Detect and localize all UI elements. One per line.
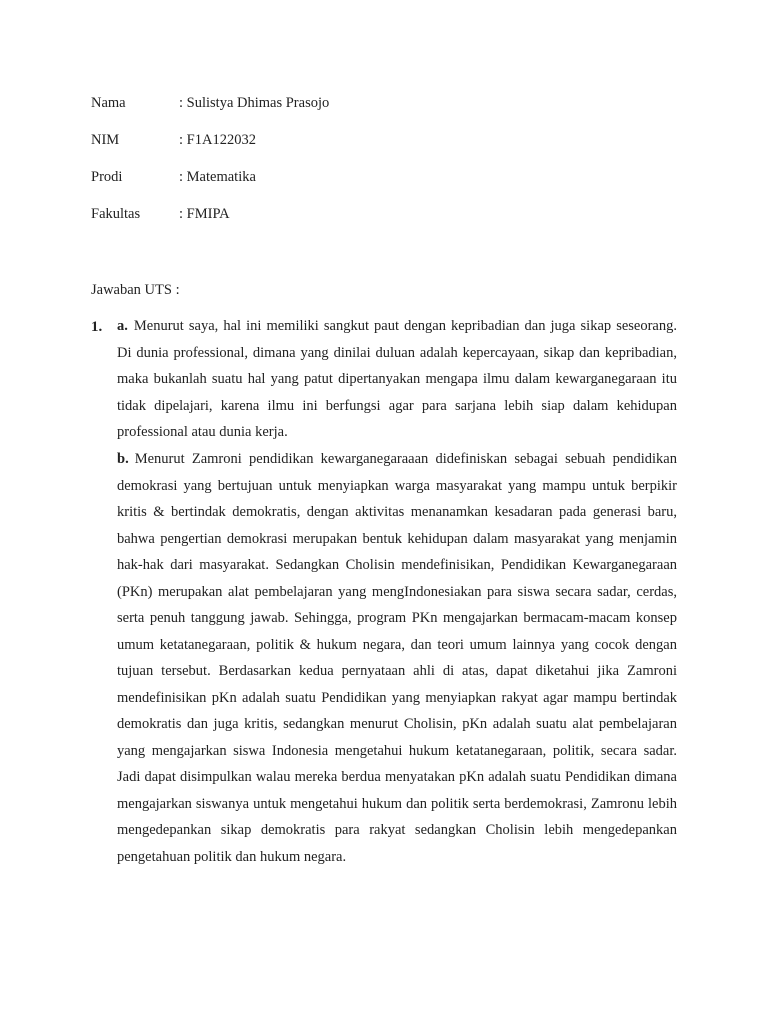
answer-1b: [117, 446, 677, 870]
answer-1a-text: Menurut saya, hal ini memiliki sangkut paut dengan kepribadian dan juga sikap seseorang. Di dunia professional, dimana yang dinilai duluan adalah kepercayaan, sikap dan kepribadian, maka bukanlah suatu hal yang patut dipertanyakan mengapa ilmu dalam kewarganegaraan itu tidak dipelajari, karena ilmu ini berfungsi agar para sarjana lebih siap dalam kehidupan professional atau dunia kerja.: [117, 318, 677, 440]
identity-row-nama: [91, 94, 329, 112]
answer-1a: [117, 313, 677, 446]
identity-value: : FMIPA: [179, 206, 230, 222]
identity-value: : Matematika: [179, 169, 256, 185]
identity-value: : F1A122032: [179, 132, 256, 148]
identity-label: Fakultas: [91, 206, 141, 222]
identity-label: Prodi: [91, 169, 123, 185]
answer-1b-text: Menurut Zamroni pendidikan kewarganegaraaan didefiniskan sebagai sebuah pendidikan demokrasi yang bertujuan untuk menyiapkan warga masyarakat yang mampu untuk berpikir kritis & bertindak demokratis, dengan aktivitas menanamkan kesadaran pada generasi baru, bahwa pengertian demokrasi merupakan bentuk kehidupan dalam masyarakat yang menjamin hak-hak dari masyarakat. Sedangkan Cholisin mendefinisikan, Pendidikan Kewarganegaraan (PKn) merupakan alat pembelajaran yang mengIndonesiakan para siswa secara sadar, cerdas, serta penuh tanggung jawab. Sehingga, program PKn mengajarkan bermacam-macam konsep umum ketatanegaraan, politik & hukum negara, dan teori umum lainnya yang cocok dengan tujuan tersebut. Berdasarkan kedua pernyataan ahli di atas, dapat diketahui jika Zamroni mendefinisikan pKn adalah suatu Pendidikan yang menyiapkan rakyat agar mampu bertindak demokratis dan juga kritis, sedangkan menurut Cholisin, pKn adalah suatu alat pembelajaran yang mengajarkan siswa Indonesia mengetahui hukum ketatanegaraan, politik, secara sadar. Jadi dapat disimpulkan walau mereka berdua menyatakan pKn adalah suatu Pendidikan dimana mengajarkan siswanya untuk mengetahui hukum dan politik serta berdemokrasi, Zamronu lebih mengedepankan sikap demokratis para rakyat sedangkan Cholisin lebih mengedepankan pengetahuan politik dan hukum negara.: [117, 451, 677, 865]
identity-row-nim: [91, 131, 256, 149]
identity-row-fakultas: [91, 205, 230, 223]
identity-label: NIM: [91, 132, 120, 148]
answers-heading: Jawaban UTS :: [91, 282, 180, 298]
identity-value: : Sulistya Dhimas Prasojo: [179, 95, 330, 111]
identity-row-prodi: [91, 168, 256, 186]
identity-label: Nama: [91, 95, 126, 111]
sub-label-a: a.: [117, 318, 128, 334]
sub-label-b: b.: [117, 451, 129, 467]
question-number: 1.: [91, 319, 103, 335]
